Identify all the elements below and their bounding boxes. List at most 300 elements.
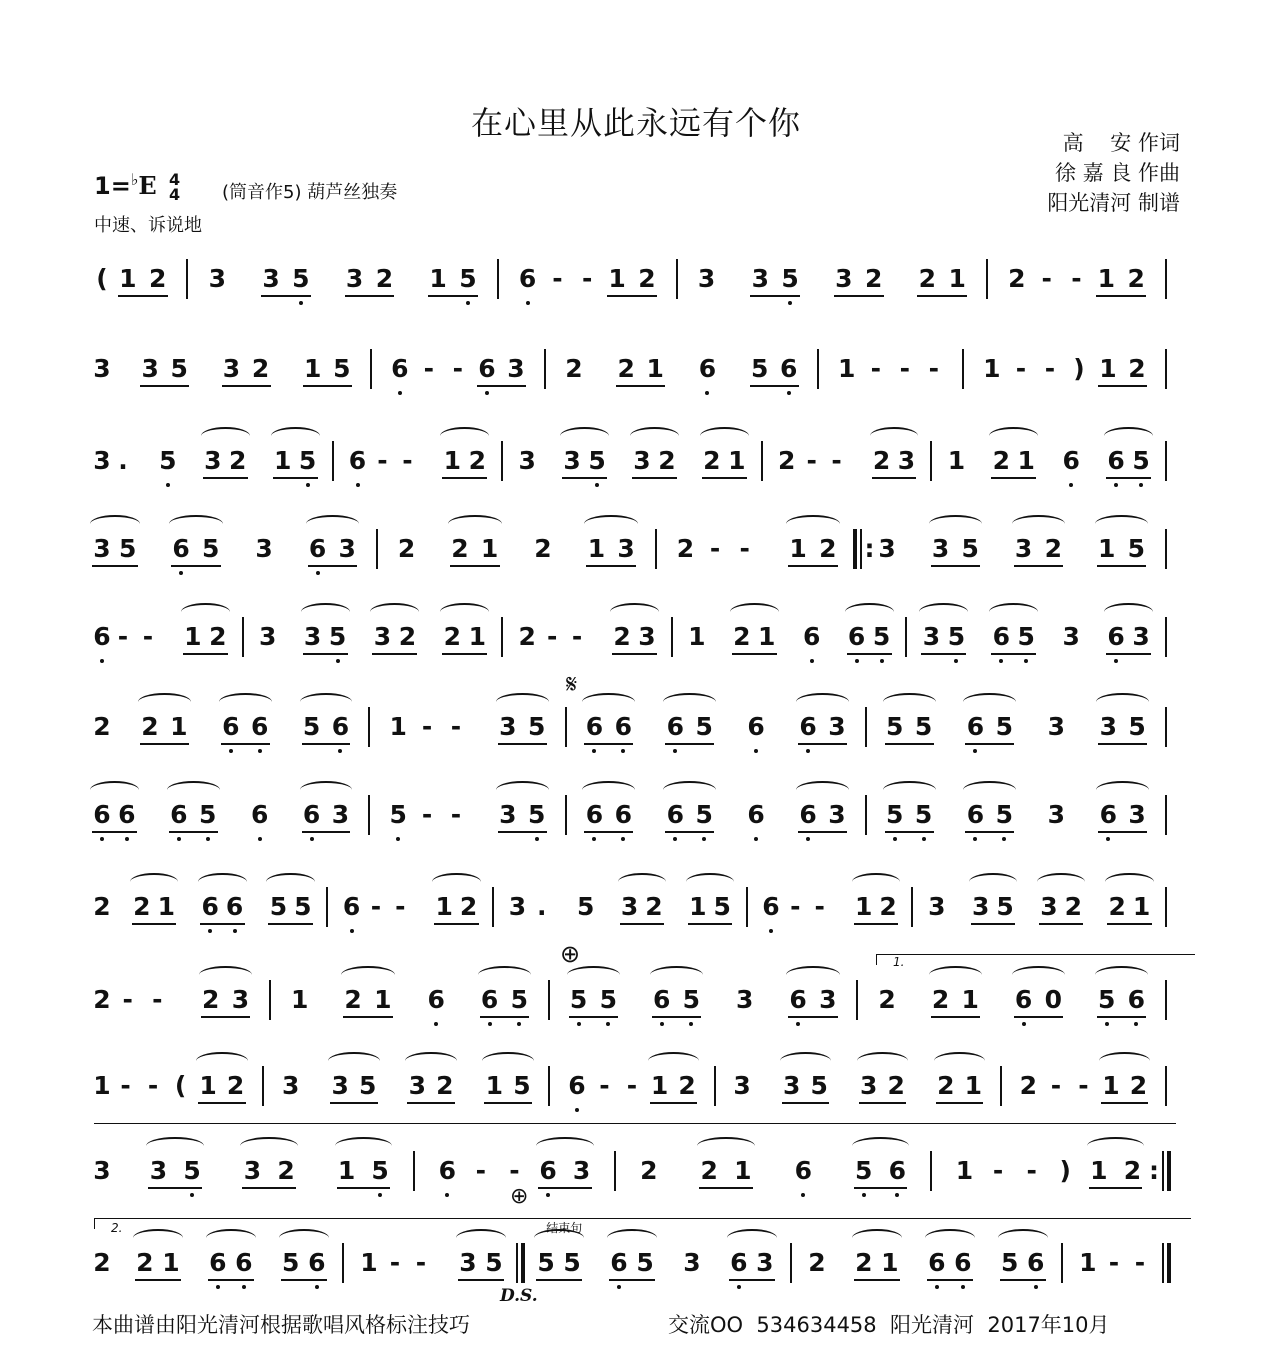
octave-dot <box>190 1193 194 1197</box>
note: 2 <box>93 892 111 921</box>
slur-arc <box>780 1052 832 1070</box>
note: 5 <box>282 1248 300 1277</box>
note: 6 <box>331 712 350 741</box>
slur-arc <box>198 873 246 891</box>
barline <box>817 349 819 389</box>
note: 2 <box>872 446 891 475</box>
octave-dot <box>100 659 104 663</box>
note: 3 <box>1014 534 1033 563</box>
slur-arc <box>929 966 983 984</box>
barline <box>865 707 867 747</box>
note: 2 <box>1129 1071 1148 1100</box>
barline <box>1165 259 1167 299</box>
slur-arc <box>852 873 900 891</box>
beam-underline <box>616 385 665 387</box>
note: 1 <box>273 446 292 475</box>
note: 6 <box>118 800 136 829</box>
beam-underline <box>171 565 221 567</box>
octave-dot <box>806 749 810 753</box>
beam-underline <box>308 565 358 567</box>
beam-underline <box>407 1102 455 1104</box>
note: 6 <box>308 534 327 563</box>
slur-arc <box>697 1137 755 1155</box>
octave-dot <box>973 749 977 753</box>
note: 2 <box>617 354 635 383</box>
note: 2 <box>1019 1071 1038 1100</box>
note: 6 <box>794 1156 812 1185</box>
note: 5 <box>1001 1248 1019 1277</box>
dash: - <box>421 800 433 829</box>
barline <box>565 795 567 835</box>
note: 6 <box>666 712 684 741</box>
dash: - <box>709 534 721 563</box>
note: 5 <box>183 1156 201 1185</box>
octave-dot <box>787 391 791 395</box>
beam-underline <box>92 565 138 567</box>
note: 2 <box>678 1071 696 1100</box>
coda-sign-2: ⊕ <box>510 1184 529 1209</box>
dash: - <box>475 1156 487 1185</box>
note: 3 <box>222 354 241 383</box>
note: 6 <box>235 1248 253 1277</box>
note: 5 <box>588 446 606 475</box>
beam-underline <box>1096 295 1146 297</box>
note: 1 <box>1097 264 1116 293</box>
octave-dot <box>485 391 489 395</box>
barline <box>1165 707 1167 747</box>
note: 6 <box>1062 446 1080 475</box>
note: 6 <box>250 712 269 741</box>
beam-underline <box>1097 565 1147 567</box>
octave-dot <box>336 659 340 663</box>
octave-dot <box>466 301 470 305</box>
dash: - <box>402 446 413 475</box>
beam-underline <box>1106 653 1151 655</box>
note: 1 <box>689 892 707 921</box>
beam-underline <box>242 1187 296 1189</box>
note: 1 <box>964 1071 983 1100</box>
octave-dot <box>1114 659 1118 663</box>
note: 5 <box>485 1248 503 1277</box>
octave-dot <box>356 483 360 487</box>
note: 6 <box>172 534 190 563</box>
octave-dot <box>1114 483 1118 487</box>
slur-arc <box>167 781 220 799</box>
note: 1 <box>688 622 706 651</box>
barline <box>714 1066 716 1106</box>
note: 6 <box>93 800 111 829</box>
note: 5 <box>528 800 546 829</box>
beam-underline <box>132 923 176 925</box>
beam-underline <box>183 653 228 655</box>
note: 2 <box>931 985 950 1014</box>
barline <box>986 259 988 299</box>
slur-arc <box>969 873 1017 891</box>
octave-dot <box>125 837 129 841</box>
note: 2 <box>436 1071 454 1100</box>
octave-dot <box>179 571 183 575</box>
slur-arc <box>925 1229 975 1247</box>
dash: - <box>415 1248 427 1277</box>
slur-arc <box>929 515 983 533</box>
octave-dot <box>316 571 320 575</box>
beam-underline <box>372 653 417 655</box>
octave-dot <box>621 749 625 753</box>
note: 3 <box>262 264 280 293</box>
beam-underline <box>872 477 917 479</box>
repeat-start-thin <box>860 529 862 569</box>
octave-dot <box>796 1022 800 1026</box>
note: 3 <box>931 534 950 563</box>
beam-underline <box>931 565 981 567</box>
note: 2 <box>918 264 937 293</box>
slur-arc <box>883 781 936 799</box>
note: 2 <box>937 1071 955 1100</box>
note: 3 <box>243 1156 262 1185</box>
octave-dot <box>535 837 539 841</box>
slur-arc <box>1096 693 1149 711</box>
note: 3 <box>751 264 769 293</box>
slur-arc <box>206 1229 256 1247</box>
note: 6 <box>780 354 798 383</box>
double-barline-thick <box>1167 1243 1171 1283</box>
dash: - <box>450 712 462 741</box>
note: 5 <box>513 1071 531 1100</box>
octave-dot <box>1022 1022 1026 1026</box>
octave-dot <box>595 483 599 487</box>
dash: - <box>147 1071 159 1100</box>
slur-arc <box>1095 515 1149 533</box>
note: 3 <box>971 892 990 921</box>
octave-dot <box>258 749 262 753</box>
slur-arc <box>496 693 549 711</box>
octave-dot <box>233 929 237 933</box>
barline <box>269 980 271 1020</box>
repeat-colon: : <box>1149 1156 1159 1185</box>
octave-dot <box>338 749 342 753</box>
note: 5 <box>995 712 1014 741</box>
note: 2 <box>855 1248 873 1277</box>
note: 5 <box>563 1248 581 1277</box>
note: 6 <box>93 622 111 651</box>
note: 2 <box>459 892 478 921</box>
beam-underline <box>562 477 607 479</box>
note: 3 <box>208 264 227 293</box>
beam-underline <box>569 1016 619 1018</box>
section-rule <box>94 1123 1176 1124</box>
slur-arc <box>478 966 532 984</box>
slur-arc <box>870 427 919 445</box>
slur-arc <box>138 693 191 711</box>
key-letter: E <box>138 171 157 200</box>
note: 6 <box>966 800 985 829</box>
note: 5 <box>781 264 799 293</box>
barline <box>761 441 763 481</box>
slur-arc <box>1096 781 1149 799</box>
barline <box>930 1151 932 1191</box>
beam-underline <box>337 1187 391 1189</box>
ending-label: 结束句 <box>546 1221 583 1235</box>
octave-dot <box>1024 659 1028 663</box>
slur-arc <box>335 1137 393 1155</box>
note: 2 <box>451 534 469 563</box>
beam-underline <box>652 1016 702 1018</box>
note: 5 <box>294 892 312 921</box>
second-ending-bracket <box>94 1218 1191 1235</box>
octave-dot <box>769 929 773 933</box>
note: 6 <box>201 892 219 921</box>
note: 6 <box>762 892 780 921</box>
slur-arc <box>663 693 716 711</box>
beam-underline <box>345 295 395 297</box>
note: 0 <box>1044 985 1062 1014</box>
note: 1 <box>184 622 202 651</box>
beam-underline <box>484 1102 532 1104</box>
barline <box>501 441 503 481</box>
dash: - <box>1050 1071 1062 1100</box>
barline <box>332 441 334 481</box>
score-row-9 <box>0 985 1272 1080</box>
dash: - <box>117 622 129 651</box>
note: 3 <box>828 800 846 829</box>
slur-arc <box>998 1229 1048 1247</box>
beam-underline <box>140 743 189 745</box>
note: 6 <box>799 712 817 741</box>
dash: - <box>1041 264 1052 293</box>
note: 6 <box>954 1248 972 1277</box>
slur-arc <box>1105 873 1153 891</box>
dash: - <box>450 800 462 829</box>
note: 3 <box>507 354 525 383</box>
slur-arc <box>989 427 1038 445</box>
note: 2 <box>344 985 362 1014</box>
beam-underline <box>222 385 271 387</box>
note: 5 <box>855 1156 873 1185</box>
slur-arc <box>686 873 734 891</box>
dash: - <box>1071 264 1082 293</box>
octave-dot <box>973 837 977 841</box>
beam-underline <box>612 653 657 655</box>
note: 3 <box>508 892 527 921</box>
note: 2 <box>1128 354 1146 383</box>
octave-dot <box>1134 1022 1138 1026</box>
note: 1 <box>162 1248 180 1277</box>
note: 6 <box>480 985 499 1014</box>
time-beats: 4 <box>169 170 181 189</box>
note: 5 <box>170 354 188 383</box>
octave-dot <box>592 749 596 753</box>
slur-arc <box>727 1229 777 1247</box>
dash: - <box>1044 354 1056 383</box>
barline <box>497 259 499 299</box>
beam-underline <box>434 923 478 925</box>
note: 1 <box>337 1156 356 1185</box>
octave-dot <box>689 1022 693 1026</box>
slur-arc <box>181 603 230 621</box>
note: 3 <box>736 985 754 1014</box>
dash: - <box>452 354 464 383</box>
octave-dot <box>621 837 625 841</box>
note: 5 <box>599 985 617 1014</box>
note: 1 <box>1090 1156 1108 1185</box>
beam-underline <box>936 1102 984 1104</box>
dash: - <box>870 354 881 383</box>
barline <box>962 349 964 389</box>
barline <box>1165 795 1167 835</box>
note: 6 <box>747 712 765 741</box>
note: 1 <box>789 534 807 563</box>
first-ending-bracket <box>876 954 1195 969</box>
note: 3 <box>1128 800 1146 829</box>
octave-dot <box>350 929 354 933</box>
slur-arc <box>618 873 666 891</box>
barline <box>614 1151 616 1191</box>
slur-arc <box>857 1052 909 1070</box>
note: 5 <box>1097 985 1116 1014</box>
dash: - <box>152 985 163 1014</box>
note: 2 <box>733 622 751 651</box>
octave-dot <box>216 1285 220 1289</box>
dash: - <box>1108 1248 1120 1277</box>
instrument-label: (筒音作5) 葫芦丝独奏 <box>222 182 398 203</box>
beam-underline <box>586 565 636 567</box>
octave-dot <box>517 1022 521 1026</box>
note: 2 <box>645 892 663 921</box>
beam-underline <box>788 565 838 567</box>
note: 6 <box>847 622 866 651</box>
note: 3 <box>617 534 635 563</box>
beam-underline <box>330 1102 378 1104</box>
barline <box>856 980 858 1020</box>
note: 6 <box>391 354 409 383</box>
slur-arc <box>700 427 749 445</box>
barline <box>242 617 244 657</box>
barline <box>790 1243 792 1283</box>
double-barline-thick <box>1167 1151 1171 1191</box>
note: 3 <box>1132 622 1150 651</box>
slur-arc <box>279 1229 329 1247</box>
octave-dot <box>673 837 677 841</box>
slur-arc <box>663 781 716 799</box>
note: 3 <box>93 354 111 383</box>
dash: - <box>599 1071 610 1100</box>
slur-arc <box>845 603 894 621</box>
dash: - <box>928 354 940 383</box>
note: 5 <box>1017 622 1035 651</box>
coda-sign: ⊕ <box>560 940 581 968</box>
beam-underline <box>1098 743 1147 745</box>
repeat-colon: : <box>864 534 875 563</box>
beam-underline <box>782 1102 830 1104</box>
note: 3 <box>499 800 517 829</box>
score-row-8 <box>0 892 1272 987</box>
beam-underline <box>498 743 547 745</box>
note: 6 <box>1099 800 1117 829</box>
octave-dot <box>310 837 314 841</box>
note: 1 <box>374 985 392 1014</box>
beam-underline <box>221 743 270 745</box>
barline <box>376 529 378 569</box>
note: 1 <box>468 622 486 651</box>
note: 2 <box>141 712 159 741</box>
note: 1 <box>119 264 137 293</box>
symbol: ( <box>174 1071 187 1100</box>
tempo-marking: 中速、诉说地 <box>94 215 202 236</box>
note: 3 <box>572 1156 591 1185</box>
note: 6 <box>585 712 604 741</box>
note: 2 <box>1108 892 1126 921</box>
slur-arc <box>266 873 314 891</box>
score-row-1 <box>0 264 1272 359</box>
slur-arc <box>648 1052 700 1070</box>
note: 6 <box>802 622 821 651</box>
note: 5 <box>569 985 588 1014</box>
octave-dot <box>592 837 596 841</box>
note: 1 <box>587 534 606 563</box>
dash: - <box>423 354 435 383</box>
note: 6 <box>518 264 537 293</box>
note: 2 <box>700 1156 718 1185</box>
beam-underline <box>536 1279 582 1281</box>
note: 2 <box>93 985 111 1014</box>
note: 1 <box>291 985 309 1014</box>
beam-underline <box>750 385 799 387</box>
dash: - <box>831 446 842 475</box>
beam-underline <box>428 295 478 297</box>
note: 3 <box>338 534 356 563</box>
note: 1 <box>1017 446 1035 475</box>
note: 5 <box>198 800 217 829</box>
slur-arc <box>786 966 840 984</box>
note: 6 <box>225 892 244 921</box>
note: 5 <box>298 446 317 475</box>
note: 3 <box>828 712 846 741</box>
note: 6 <box>222 712 240 741</box>
octave-dot <box>177 837 181 841</box>
barline <box>676 259 678 299</box>
barline <box>1165 887 1167 927</box>
barline <box>262 1066 264 1106</box>
note: 3 <box>93 1156 111 1185</box>
note: 2 <box>202 985 220 1014</box>
barline <box>911 887 913 927</box>
note: 2 <box>1064 892 1083 921</box>
note: 2 <box>778 446 796 475</box>
note: 1 <box>854 892 873 921</box>
barline <box>548 980 550 1020</box>
note: 2 <box>565 354 583 383</box>
beam-underline <box>885 743 934 745</box>
octave-dot <box>396 837 400 841</box>
note: 3 <box>756 1248 774 1277</box>
note: 6 <box>928 1248 946 1277</box>
octave-dot <box>488 1022 492 1026</box>
beam-underline <box>584 743 633 745</box>
footer-note: 本曲谱由阳光清河根据歌唱风格标注技巧 <box>92 1313 470 1337</box>
beam-underline <box>118 295 168 297</box>
note: 5 <box>510 985 528 1014</box>
slur-arc <box>610 603 659 621</box>
note: 5 <box>1127 534 1146 563</box>
note: 1 <box>93 1071 111 1100</box>
note: 6 <box>1014 985 1033 1014</box>
octave-dot <box>810 659 814 663</box>
slur-arc <box>219 693 272 711</box>
segno-sign: 𝄋 <box>566 670 578 700</box>
slur-arc <box>883 693 936 711</box>
note: 2 <box>375 264 394 293</box>
slur-arc <box>796 781 849 799</box>
